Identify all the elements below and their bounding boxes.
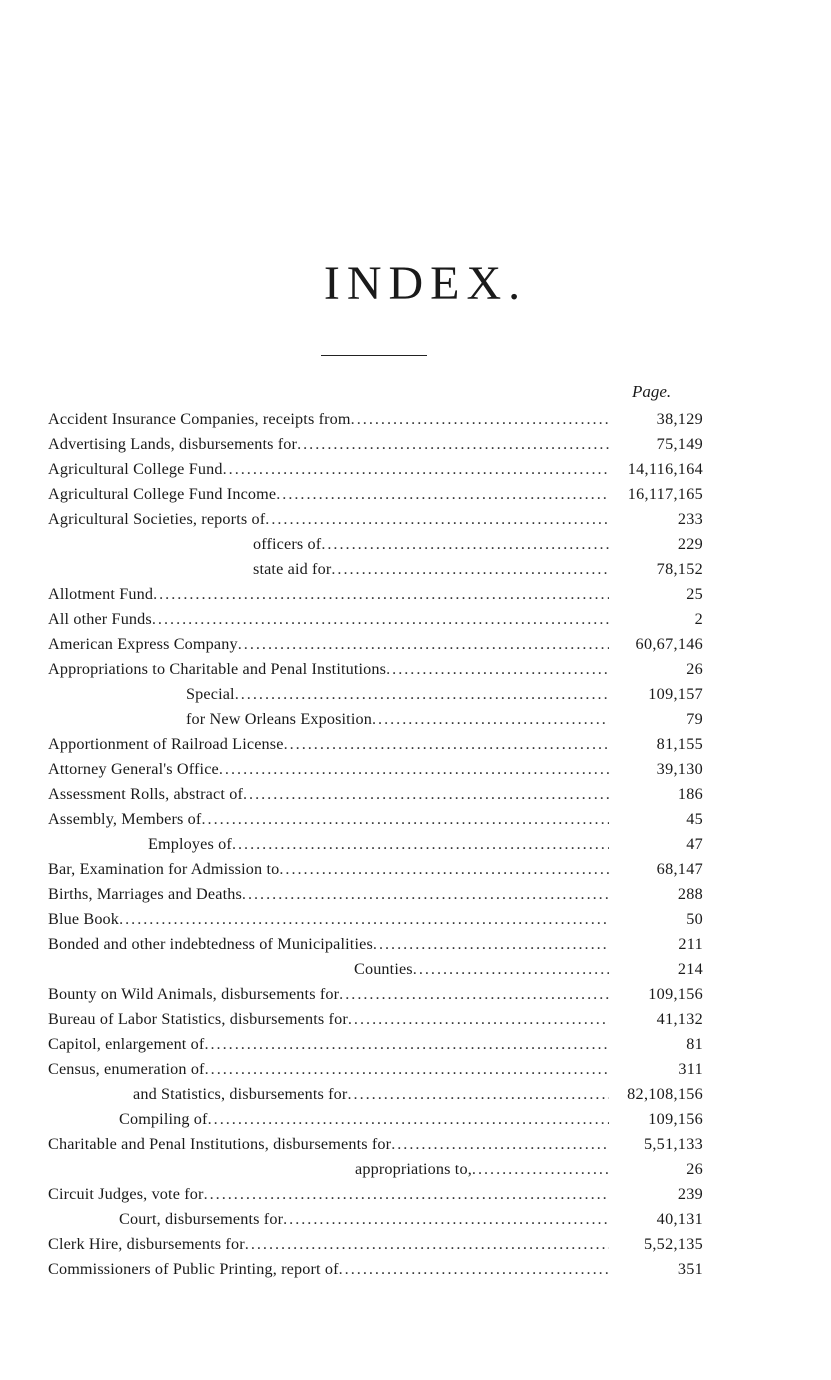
entry-leader: [48, 1257, 609, 1282]
entry-page-numbers: 351: [677, 1260, 703, 1278]
dot-leader: [204, 1182, 609, 1207]
entry-leader: [48, 982, 609, 1007]
dot-leader: [284, 732, 609, 757]
entry-page-numbers: 109,156: [648, 985, 703, 1003]
entry-page-numbers: 14,116,164: [627, 460, 703, 478]
entry-page-numbers: 16,117,165: [627, 485, 703, 503]
entry-label: Bar, Examination for Admission to: [48, 860, 280, 878]
entry-page-numbers: 239: [677, 1185, 703, 1203]
dot-leader: [339, 1257, 609, 1282]
entry-leader: [48, 657, 609, 682]
entry-leader: [48, 607, 609, 632]
entry-label: Appropriations to Charitable and Penal Institutions: [48, 660, 387, 678]
entry-page-numbers: 81: [686, 1035, 703, 1053]
dot-leader: [219, 757, 609, 782]
entry-leader: [48, 507, 609, 532]
entry-page-numbers: 2: [694, 610, 703, 628]
entry-label: Agricultural College Fund Income: [48, 485, 277, 503]
entry-leader: [48, 857, 609, 882]
index-entry: [48, 482, 703, 507]
entry-page-numbers: 75,149: [656, 435, 703, 453]
entry-page-numbers: 68,147: [656, 860, 703, 878]
entry-label: and Statistics, disbursements for: [133, 1085, 348, 1103]
entry-label: Allotment Fund: [48, 585, 154, 603]
dot-leader: [321, 532, 609, 557]
dot-leader: [245, 1232, 609, 1257]
entry-label: for New Orleans Exposition: [186, 710, 372, 728]
entry-page-numbers: 47: [686, 835, 703, 853]
entry-label: Census, enumeration of: [48, 1060, 205, 1078]
entry-leader: [48, 682, 609, 707]
entry-page-numbers: 229: [677, 535, 703, 553]
dot-leader: [347, 1082, 609, 1107]
entry-label: Special: [186, 685, 235, 703]
entry-page-numbers: 109,157: [648, 685, 703, 703]
index-entry: [48, 807, 703, 832]
dot-leader: [205, 1057, 609, 1082]
entry-leader: [48, 1032, 609, 1057]
entry-leader: [48, 407, 609, 432]
entry-label: officers of: [253, 535, 322, 553]
entry-page-numbers: 45: [686, 810, 703, 828]
dot-leader: [339, 982, 609, 1007]
entry-page-numbers: 26: [686, 660, 703, 678]
index-entry: [48, 707, 703, 732]
index-entry: [48, 432, 703, 457]
index-entry: [48, 632, 703, 657]
entry-leader: [48, 882, 609, 907]
entry-page-numbers: 26: [686, 1160, 703, 1178]
entry-leader: [48, 1207, 609, 1232]
entry-leader: [48, 1057, 609, 1082]
entry-page-numbers: 50: [686, 910, 703, 928]
entry-label: Counties: [354, 960, 413, 978]
index-entry: [48, 1232, 703, 1257]
page-title: INDEX.: [323, 257, 528, 310]
index-entry: [48, 1107, 703, 1132]
entry-leader: [48, 482, 609, 507]
index-entries: [48, 407, 703, 1282]
dot-leader: [283, 1207, 609, 1232]
entry-label: Accident Insurance Companies, receipts from: [48, 410, 351, 428]
dot-leader: [152, 607, 609, 632]
dot-leader: [297, 432, 609, 457]
entry-leader: [48, 557, 609, 582]
entry-page-numbers: 214: [677, 960, 703, 978]
entry-page-numbers: 39,130: [656, 760, 703, 778]
entry-leader: [48, 532, 609, 557]
dot-leader: [204, 1032, 609, 1057]
index-entry: [48, 732, 703, 757]
index-entry: [48, 1182, 703, 1207]
entry-leader: [48, 632, 609, 657]
entry-label: Births, Marriages and Deaths: [48, 885, 242, 903]
index-entry: [48, 407, 703, 432]
index-entry: [48, 457, 703, 482]
index-entry: [48, 1082, 703, 1107]
dot-leader: [243, 782, 609, 807]
index-entry: [48, 507, 703, 532]
entry-leader: [48, 807, 609, 832]
dot-leader: [472, 1157, 609, 1182]
entry-leader: [48, 782, 609, 807]
page-column-header: Page.: [632, 382, 672, 401]
title-rule: [321, 355, 427, 356]
dot-leader: [232, 832, 609, 857]
entry-page-numbers: 211: [678, 935, 703, 953]
entry-leader: [48, 1107, 609, 1132]
entry-page-numbers: 79: [686, 710, 703, 728]
dot-leader: [223, 457, 609, 482]
entry-label: Bounty on Wild Animals, disbursements for: [48, 985, 340, 1003]
entry-label: appropriations to,: [355, 1160, 472, 1178]
entry-page-numbers: 40,131: [656, 1210, 703, 1228]
entry-label: Blue Book: [48, 910, 120, 928]
dot-leader: [119, 907, 609, 932]
entry-page-numbers: 38,129: [656, 410, 703, 428]
entry-leader: [48, 582, 609, 607]
entry-label: Assessment Rolls, abstract of: [48, 785, 243, 803]
entry-label: state aid for: [253, 560, 332, 578]
dot-leader: [372, 707, 609, 732]
index-entry: [48, 582, 703, 607]
index-entry: [48, 957, 703, 982]
entry-leader: [48, 1007, 609, 1032]
entry-label: Compiling of: [119, 1110, 208, 1128]
entry-label: Attorney General's Office: [48, 760, 219, 778]
entry-page-numbers: 82,108,156: [627, 1085, 703, 1103]
index-entry: [48, 1032, 703, 1057]
index-entry: [48, 757, 703, 782]
entry-leader: [48, 757, 609, 782]
entry-label: Agricultural College Fund: [48, 460, 223, 478]
dot-leader: [391, 1132, 609, 1157]
index-entry: [48, 907, 703, 932]
entry-label: Agricultural Societies, reports of: [48, 510, 266, 528]
entry-page-numbers: 311: [678, 1060, 703, 1078]
entry-page-numbers: 81,155: [656, 735, 703, 753]
entry-label: Clerk Hire, disbursements for: [48, 1235, 245, 1253]
entry-leader: [48, 1082, 609, 1107]
entry-page-numbers: 78,152: [656, 560, 703, 578]
index-entry: [48, 532, 703, 557]
index-entry: [48, 782, 703, 807]
dot-leader: [276, 482, 609, 507]
entry-page-numbers: 5,51,133: [643, 1135, 703, 1153]
entry-label: Circuit Judges, vote for: [48, 1185, 204, 1203]
index-entry: [48, 682, 703, 707]
entry-leader: [48, 907, 609, 932]
entry-leader: [48, 1232, 609, 1257]
dot-leader: [208, 1107, 609, 1132]
entry-leader: [48, 1182, 609, 1207]
entry-label: Advertising Lands, disbursements for: [48, 435, 298, 453]
entry-label: Employes of: [148, 835, 232, 853]
entry-leader: [48, 457, 609, 482]
entry-page-numbers: 288: [677, 885, 703, 903]
index-entry: [48, 607, 703, 632]
entry-page-numbers: 60,67,146: [635, 635, 703, 653]
entry-leader: [48, 432, 609, 457]
entry-label: Commissioners of Public Printing, report of: [48, 1260, 339, 1278]
dot-leader: [413, 957, 609, 982]
entry-leader: [48, 732, 609, 757]
index-entry: [48, 1257, 703, 1282]
entry-page-numbers: 25: [686, 585, 703, 603]
entry-leader: [48, 832, 609, 857]
index-entry: [48, 882, 703, 907]
index-entry: [48, 832, 703, 857]
index-entry: [48, 657, 703, 682]
dot-leader: [235, 682, 609, 707]
dot-leader: [351, 407, 609, 432]
index-entry: [48, 1132, 703, 1157]
dot-leader: [373, 932, 609, 957]
index-entry: [48, 1207, 703, 1232]
index-entry: [48, 1007, 703, 1032]
entry-label: Bonded and other indebtedness of Municipalities: [48, 935, 373, 953]
index-entry: [48, 1057, 703, 1082]
entry-label: Assembly, Members of: [48, 810, 202, 828]
entry-page-numbers: 109,156: [648, 1110, 703, 1128]
entry-label: Capitol, enlargement of: [48, 1035, 205, 1053]
entry-label: All other Funds: [48, 610, 152, 628]
index-entry: [48, 857, 703, 882]
dot-leader: [279, 857, 609, 882]
entry-label: Bureau of Labor Statistics, disbursements for: [48, 1010, 348, 1028]
entry-page-numbers: 41,132: [656, 1010, 703, 1028]
dot-leader: [331, 557, 609, 582]
dot-leader: [238, 632, 609, 657]
index-entry: [48, 932, 703, 957]
entry-leader: [48, 932, 609, 957]
entry-label: Court, disbursements for: [119, 1210, 284, 1228]
entry-label: American Express Company: [48, 635, 238, 653]
dot-leader: [386, 657, 609, 682]
entry-label: Charitable and Penal Institutions, disbursements for: [48, 1135, 392, 1153]
dot-leader: [265, 507, 609, 532]
entry-page-numbers: 233: [677, 510, 703, 528]
index-entry: [48, 557, 703, 582]
entry-label: Apportionment of Railroad License: [48, 735, 284, 753]
entry-page-numbers: 186: [677, 785, 703, 803]
entry-leader: [48, 1157, 609, 1182]
entry-leader: [48, 1132, 609, 1157]
index-entry: [48, 982, 703, 1007]
dot-leader: [242, 882, 609, 907]
dot-leader: [201, 807, 609, 832]
entry-leader: [48, 957, 609, 982]
index-entry: [48, 1157, 703, 1182]
entry-page-numbers: 5,52,135: [643, 1235, 703, 1253]
dot-leader: [348, 1007, 609, 1032]
entry-leader: [48, 707, 609, 732]
dot-leader: [153, 582, 609, 607]
